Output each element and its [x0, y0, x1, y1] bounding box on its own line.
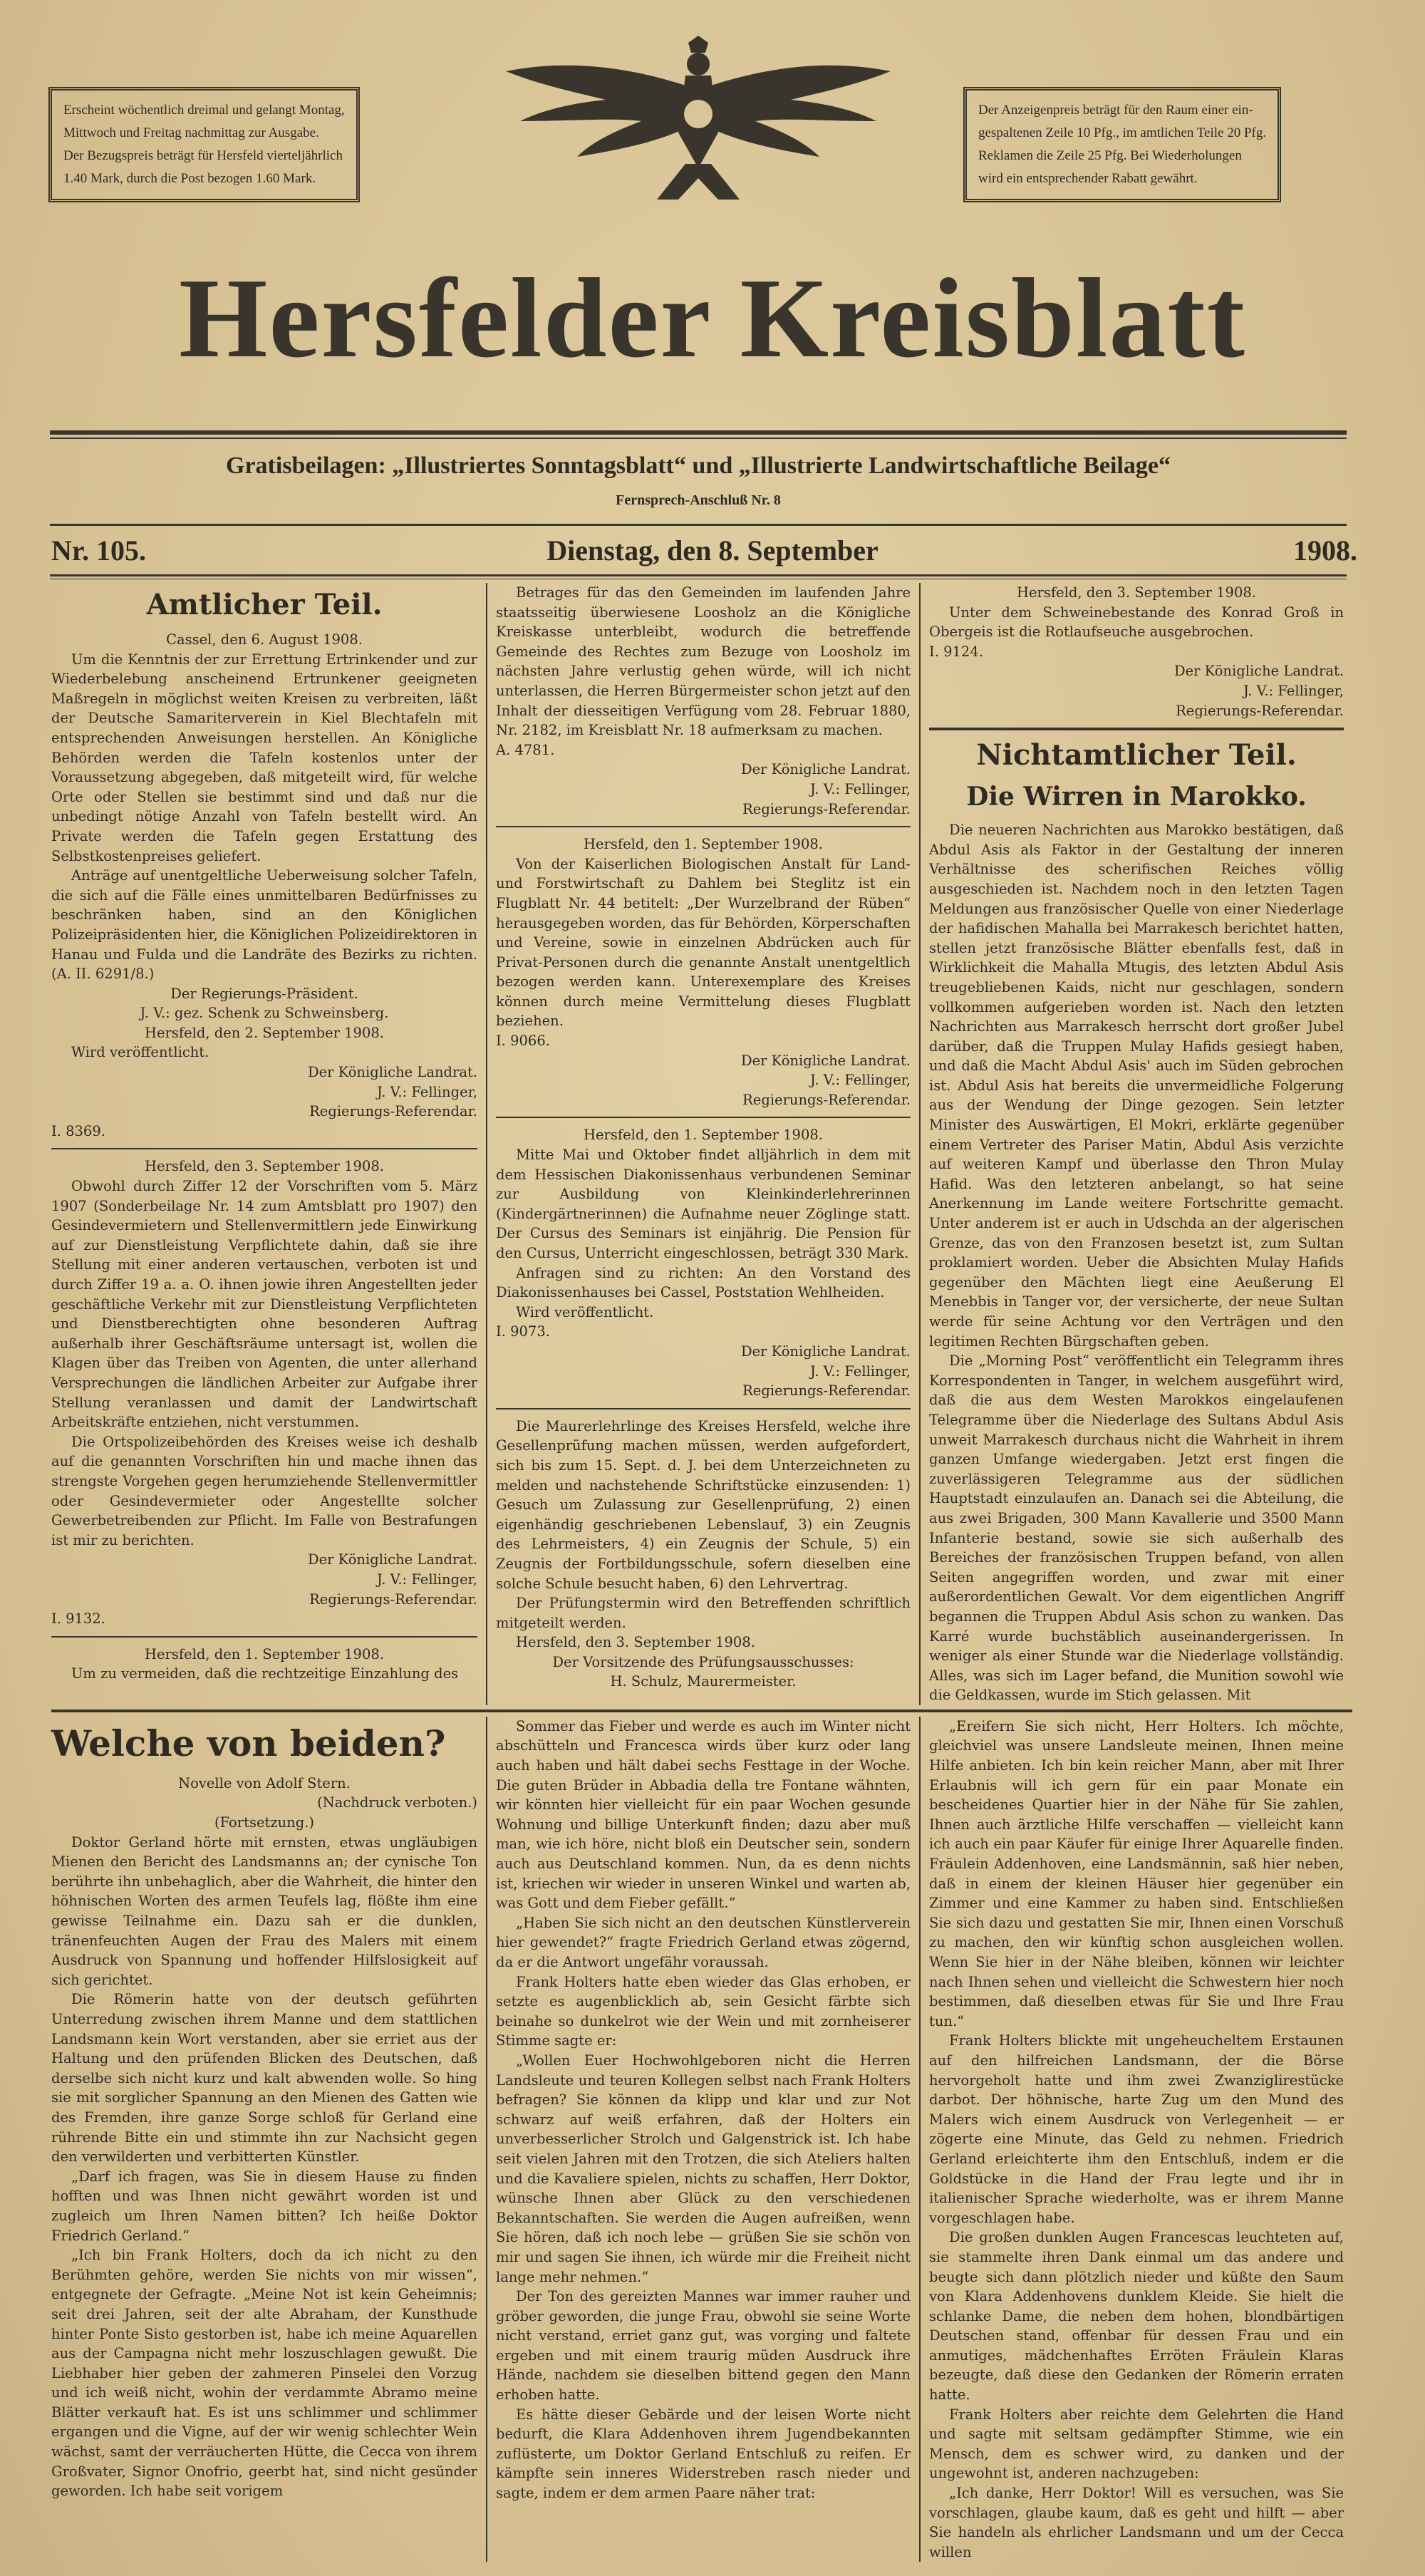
article-text: Die „Morning Post“ veröffentlicht ein Telegramm ihres Korrespondenten in Tanger, in welchem ausgeführt wird, daß die aus dem Westen Marokkos eingelaufenen Telegramme über die Niederlage des Sultans Abdul Asis unweit Marrakesch durchaus nicht die Wahrheit in ihrem ganzen Umfange wiedergaben. Jetzt erst fingen die zuverlässigeren Telegramme aus der südlichen Hauptstadt einzulaufen an. Danach sei die Abteilung, die aus zwei Brigaden, 300 Mann Kavallerie und 3500 Mann Infanterie bestand, sowie sie sich außerhalb des Bereiches der französischen Truppen befand, von allen Seiten angegriffen worden, und zwar mit einer außerordentlichen Gewalt. Vor dem eigentlichen Angriff begannen die Truppen Abdul Asis schon zu wanken. Das Karré wurde buchstäblich auseinandergerissen. In weniger als einer Stunde war die Niederlage vollständig. Alles, was sich im Lager befand, die Munition sowohl wie die Geldkassen, wurde im Stich gelassen. Mit	[929, 1352, 1344, 1704]
dateline: Hersfeld, den 3. September 1908.	[145, 1158, 384, 1175]
signature: Regierungs-Referendar.	[742, 1382, 911, 1400]
info-line: gespaltenen Zeile 10 Pfg., im amtlichen Teile 20 Pfg.	[978, 125, 1267, 140]
feuilleton-column-2	[486, 1717, 919, 2562]
supplements-line: Gratisbeilagen: „Illustriertes Sonntagsblatt“ und „Illustrierte Landwirtschaftliche Beilage“	[226, 452, 1171, 479]
signature: J. V.: Fellinger,	[809, 1072, 911, 1089]
info-line: Reklamen die Zeile 25 Pfg. Bei Wiederholungen	[978, 148, 1242, 163]
dateline: Hersfeld, den 1. September 1908.	[584, 836, 823, 853]
page-body	[51, 583, 1352, 2562]
signature: J. V.: Fellinger,	[809, 1362, 911, 1380]
signature: Regierungs-Referendar.	[742, 800, 911, 817]
novel-paragraph: Frank Holters hatte eben wieder das Glas erhoben, er setzte es augenblicklich ab, sein Gesicht färbte sich beinahe so dunkelrot wie der Wein und mit zornheiserer Stimme sagte er:	[496, 1973, 911, 2049]
reference-number: I. 9066.	[496, 1033, 550, 1050]
issue-year: 1908.	[1293, 534, 1357, 567]
reference-number: I. 9073.	[496, 1323, 550, 1340]
notice-text: Wird veröffentlicht.	[516, 1303, 654, 1320]
reference-number: I. 9132.	[51, 1610, 105, 1628]
info-line: Erscheint wöchentlich dreimal und gelangt Montag,	[63, 103, 345, 118]
dateline: Hersfeld, den 1. September 1908.	[584, 1127, 823, 1144]
notice-text: Um zu vermeiden, daß die rechtzeitige Einzahlung des	[71, 1665, 459, 1682]
notice-text: Die Maurerlehrlinge des Kreises Hersfeld, welche ihre Gesellenprüfung machen müssen, werden aufgefordert, sich bis zum 15. Sept. d. J. bei dem Unterzeichneten zu melden und nachstehende Schriftstücke einzusenden: 1) Gesuch um Zulassung zur Gesellenprüfung, 2) einen eigenhändig geschriebenen Lebenslauf, 3) ein Zeugnis des Lehrmeisters, 4) ein Zeugnis der Schule, 5) ein Zeugnis der Fortbildungsschule, sofern dieselben eine solche Schule besucht haben, 6) den Lehrvertrag.	[496, 1417, 911, 1592]
novel-paragraph: Frank Holters aber reichte dem Gelehrten die Hand und sagte mit seltsam gedämpfter Stimme, wie ein Mensch, dem es schwer wird, zu danken und der ungewohnt ist, anderen nachzugeben:	[929, 2406, 1344, 2482]
signature: Der Königliche Landrat.	[307, 1551, 477, 1568]
novel-paragraph: „Ich danke, Herr Doktor! Will es versuchen, was Sie vorschlagen, glaube kaum, daß es geht und hilft — aber Sie handeln als ehrlicher Landsmann und um der Cecca willen	[929, 2485, 1344, 2560]
subscription-info-box	[48, 87, 360, 202]
notice-text: Betrages für das den Gemeinden im laufenden Jahre staatsseitig überwiesene Loosholz an die Königliche Kreiskasse unterbleibt, wodurch die betreffende Gemeinde des Rechtes zum Bezuge von Loosholz im nächsten Jahre verlustig gehen würde, will ich nicht unterlassen, die Herren Bürgermeister schon jetzt auf den Inhalt der diesseitigen Verfügung vom 28. Februar 1880, Nr. 2182, im Kreisblatt Nr. 18 aufmerksam zu machen.	[496, 584, 911, 739]
info-line: Der Bezugspreis beträgt für Hersfeld vierteljährlich	[63, 148, 343, 163]
notice-text: Wird veröffentlicht.	[71, 1044, 209, 1061]
divider	[496, 826, 911, 827]
upper-section	[51, 583, 1352, 1705]
novel-paragraph: Die großen dunklen Augen Francescas leuchteten auf, sie stammelte ihren Dank einmal um das andere und beugte sich dann plötzlich nieder und küßte den Saum von Klara Addenhovens dunklem Kleide. Sie hielt die schlanke Dame, die neben dem hohen, blondbärtigen Deutschen stand, offenbar für dessen Frau und ein anmutiges, mädchenhaftes Erröten Fräulein Klaras bezeugte, daß diese den Gedanken der Römerin erraten hatte.	[929, 2229, 1344, 2404]
official-column-2	[486, 583, 919, 1705]
signature: Regierungs-Referendar.	[742, 1091, 911, 1108]
divider	[50, 574, 1347, 576]
notice-text: Die Ortspolizeibehörden des Kreises weise ich deshalb auf die genannten Vorschriften hin und mache ihnen das strengste Vorgehen gegen herumziehende Stellenvermittler oder Gesindevermieter oder Angestellte solcher Gewerbetreibenden zur Pflicht. Im Falle von Bestrafungen ist mir zu berichten.	[51, 1433, 477, 1548]
divider	[50, 524, 1347, 526]
novel-title: Welche von beiden?	[51, 1722, 446, 1764]
notice-text: Mitte Mai und Oktober findet alljährlich in dem mit dem Hessischen Diakonissenhaus verbundenen Seminar zur Ausbildung von Kleinkinderlehrerinnen (Kindergärtnerinnen) die Aufnahme neuer Zöglinge statt. Der Cursus des Seminars ist einjährig. Die Pension für den Cursus, Unterricht eingeschlossen, beträgt 330 Mark.	[496, 1147, 911, 1261]
novel-paragraph: Es hätte dieser Gebärde und der leisen Worte nicht bedurft, die Klara Addenhoven ihrem Jugendbekannten zuflüsterte, um Doktor Gerland Entschluß zu reifen. Er kämpfte sein inneres Widerstreben rasch nieder und sagte, indem er dem armen Paare näher trat:	[496, 2406, 911, 2502]
info-line: Der Anzeigenpreis beträgt für den Raum einer ein-	[978, 103, 1253, 118]
official-column-1	[51, 583, 486, 1684]
notice-text: Anträge auf unentgeltliche Ueberweisung solcher Tafeln, die sich auf die Fälle eines unmittelbaren Bedürfnisses zu beschränken haben, sind an den Königlichen Polizeipräsidenten hier, die Königlichen Polizeidirektoren in Hanau und Fulda und die Landräte des Bezirks zu richten. (A. II. 6291/8.)	[51, 867, 477, 983]
masthead-title: Hersfelder Kreisblatt	[179, 254, 1246, 381]
continuation-note: (Fortsetzung.)	[214, 1814, 315, 1831]
signature: J. V.: Fellinger,	[1243, 682, 1344, 699]
dateline: Hersfeld, den 3. September 1908.	[1017, 584, 1256, 601]
reference-number: I. 8369.	[51, 1122, 105, 1139]
feuilleton-column-1	[51, 1717, 486, 2501]
novel-paragraph: „Darf ich fragen, was Sie in diesem Hause zu finden hofften und was Ihnen nicht gewährt worden ist und zugleich um Ihren Namen bitten? Ich heiße Doktor Friedrich Gerland.“	[51, 2168, 477, 2244]
issue-number: Nr. 105.	[51, 534, 146, 567]
signature: Der Königliche Landrat.	[307, 1064, 477, 1081]
signature: J. V.: Fellinger,	[376, 1571, 477, 1588]
feuilleton-section	[51, 1717, 1352, 2562]
reference-number: I. 9124.	[929, 643, 983, 660]
notice-text: Obwohl durch Ziffer 12 der Vorschriften vom 5. März 1907 (Sonderbeilage Nr. 14 zum Amtsblatt pro 1907) den Gesindevermietern und Stellenvermittlern jede Einwirkung auf zur Dienstleistung Verpflichtete dahin, daß sie ihre Stellung mit einer anderen vertauschen, verboten ist und durch Ziffer 19 a. a. O. ihnen jowie ihren Angestellten jeder geschäftliche Verkehr mit zur Dienstleistung Verpflichteten und Dienstberechtigten ohne besonderen Auftrag außerhalb ihrer Geschäftsräume untersagt ist, wollen die Klagen über das Treiben von Agenten, die unter allerhand Versprechungen die ländlichen Arbeiter zur Aufgabe ihrer Stellung veranlassen und damit der Landwirtschaft Arbeitskräfte entziehen, nicht verstummen.	[51, 1178, 477, 1431]
notice-text: Um die Kenntnis der zur Errettung Ertrinkender und zur Wiederbelebung anscheinend Ertrunkener geeigneten Maßregeln in möglichst weiten Kreisen zu verbreiten, läßt der Deutsche Samariterverein in Kiel Blechtafeln mit entsprechenden Anweisungen herstellen. An Königliche Behörden werden die Tafeln kostenlos unter der Voraussetzung abgegeben, daß mitgeteilt wird, für welche Orte oder Stellen sie bestimmt sind und daß nur die unbedingt nötige Anzahl von Tafeln bestellt wird. An Private werden die Tafeln gegen Erstattung des Selbstkostenpreises geliefert.	[51, 651, 477, 864]
signature: Der Regierungs-Präsident.	[170, 985, 358, 1002]
reprint-note: (Nachdruck verboten.)	[317, 1794, 477, 1811]
info-line: Mittwoch und Freitag nachmittag zur Ausgabe.	[63, 125, 319, 140]
divider	[496, 1117, 911, 1118]
signature: Der Königliche Landrat.	[1173, 663, 1344, 680]
dateline: Hersfeld, den 1. September 1908.	[145, 1645, 384, 1662]
signature: Der Königliche Landrat.	[740, 1343, 911, 1360]
divider	[51, 1148, 477, 1149]
reference-number: A. 4781.	[496, 741, 555, 758]
news-column-3	[919, 583, 1352, 1705]
signature: H. Schulz, Maurermeister.	[610, 1673, 797, 1690]
novel-paragraph: Sommer das Fieber und werde es auch im Winter nicht abschütteln und Francesca wirds über kurz oder lang auch haben und hält dabei sechs Festtage in der Woche. Die guten Brüder in Abbadia della tre Fontane wähnten, wir könnten hier vielleicht für ein paar Wochen gesunde Wohnung und billige Unterkunft finden; dazu aber muß man, wie ich höre, nicht bloß ein Deutscher sein, sondern auch aus Deutschland kommen. Nun, da es denn nichts ist, kriechen wir wieder in unseren Winkel und warten ab, was Gott und dem Fieber gefällt.“	[496, 1717, 911, 1912]
signature: J. V.: gez. Schenk zu Schweinsberg.	[140, 1005, 389, 1022]
novel-paragraph: Die Römerin hatte von der deutsch geführten Unterredung zwischen ihrem Manne und dem stattlichen Landsmann kein Wort verstanden, aber sie erriet aus der Haltung und den prüfenden Blicken des Deutschen, daß derselbe sich nicht kurz und kalt abwenden wolle. So hing sie mit sorglicher Spannung an den Mienen des Gatten wie des Fremden, ihre ganze Sorge schloß für Gerland eine rührende Bitte ein und stimmte ihn zur Nachsicht gegen den verwilderten und verbitterten Künstler.	[51, 1991, 477, 2166]
novel-paragraph: Der Ton des gereizten Mannes war immer rauher und gröber geworden, die junge Frau, obwohl sie seine Worte nicht verstand, erriet ganz gut, was vorging und faltete ergeben und mit einem traurig müden Ausdruck ihre Hände, nachdem sie dieselben bittend gegen den Mann erhoben hatte.	[496, 2288, 911, 2404]
info-line: wird ein entsprechender Rabatt gewährt.	[978, 171, 1198, 186]
divider	[496, 1408, 911, 1409]
signature: Regierungs-Referendar.	[309, 1103, 477, 1120]
notice-text: Von der Kaiserlichen Biologischen Anstalt für Land- und Forstwirtschaft zu Dahlem bei Steglitz ist ein Flugblatt Nr. 44 betitelt: „Der Wurzelbrand der Rüben“ herausgegeben worden, das für Behörden, Körperschaften und Vereine, sowie in einzelnen Abdrücken auch für Privat-Personen durch die genannte Anstalt unentgeltlich bezogen werden kann. Unterexemplare des Kreises können durch meine Vermittelung dieses Flugblatt beziehen.	[496, 855, 911, 1030]
divider	[51, 1709, 1352, 1712]
phone-line: Fernsprech-Anschluß Nr. 8	[616, 492, 781, 508]
signature: Regierungs-Referendar.	[1176, 702, 1344, 719]
signature: Der Königliche Landrat.	[740, 761, 911, 778]
novel-paragraph: „Ereifern Sie sich nicht, Herr Holters. Ich möchte, gleichviel was unsere Landsleute meinen, Ihnen meine Hilfe anbieten. Ich bin kein reicher Mann, aber mit Ihrer Erlaubnis will ich gern für ein paar Monate ein bescheidenes Quartier hier in der Nähe für Sie zahlen, Ihnen auch ärztliche Hilfe verschaffen — vielleicht kann ich auch ein paar Käufer für einige Ihrer Aquarelle finden. Fräulein Addenhoven, eine Landsmännin, saß hier neben, daß in einem der kleinen Häuser hier gegenüber ein Zimmer und eine Kammer zu haben sind. Entschließen Sie sich dazu und gestatten Sie mir, Ihnen einen Vorschuß zu machen, den wir künftig schon ausgleichen wollen. Wenn Sie hier in der Nähe bleiben, können wir leichter nach Ihnen sehen und vielleicht die Schwestern hier noch bestimmen, daß dieselben etwas für Sie und Ihre Frau tun.“	[929, 1717, 1344, 2029]
divider	[929, 728, 1344, 730]
article-title: Die Wirren in Marokko.	[966, 782, 1307, 812]
divider	[50, 430, 1347, 435]
divider	[51, 1636, 477, 1638]
divider	[50, 438, 1347, 439]
dateline: Hersfeld, den 3. September 1908.	[516, 1634, 755, 1651]
notice-text: Der Prüfungstermin wird den Betreffenden schriftlich mitgeteilt werden.	[496, 1595, 911, 1631]
notice-text: Unter dem Schweinebestande des Konrad Groß in Obergeis ist die Rotlaufseuche ausgebrochen.	[929, 604, 1344, 641]
dateline: Cassel, den 6. August 1908.	[166, 631, 363, 648]
novel-paragraph: „Ich bin Frank Holters, doch da ich nicht zu den Berühmten gehöre, werden Sie nichts von mir wissen“, entgegnete der Gefragte. „Meine Not ist kein Geheimnis; seit drei Jahren, seit der alte Abraham, der Kunsthude hinter Ponte Sisto gestorben ist, habe ich meine Aquarellen aus der Campagna nicht mehr loszuschlagen gewußt. Die Liebhaber hier geben der zahmeren Pinselei den Vorzug und ich weiß nicht, wohin der verdammte Abramo meine Blätter verkauft hat. Es ist uns schlimmer und schlimmer ergangen und die Vigne, auf der wir wenig schlechter Wein wächst, samt der verräucherten Hütte, die Cecca von ihrem Großvater, Signor Onofrio, geerbt hat, sind nicht gesünder geworden. Ich habe seit vorigem	[51, 2247, 477, 2500]
notice-text: Anfragen sind zu richten: An den Vorstand des Diakonissenhauses bei Cassel, Poststation Wehlheiden.	[496, 1264, 911, 1301]
novel-author: Novelle von Adolf Stern.	[178, 1774, 351, 1791]
signature: Regierungs-Referendar.	[309, 1590, 477, 1608]
dateline: Hersfeld, den 2. September 1908.	[145, 1024, 384, 1041]
issue-date: Dienstag, den 8. September	[546, 534, 879, 567]
feuilleton-column-3	[919, 1717, 1352, 2562]
novel-paragraph: Doktor Gerland hörte mit ernsten, etwas ungläubigen Mienen den Bericht des Landsmanns an; der cynische Ton berührte ihn unbehaglich, aber die Wahrheit, die hinter den höhnischen Worten des armen Teufels lag, flößte ihm eine gewisse Teilnahme ein. Dazu sah er die dunklen, tränenfeuchten Augen der Frau des Malers mit einem Ausdruck von Spannung und hoffender Hilfslosigkeit auf sich gerichtet.	[51, 1833, 477, 1988]
advertising-price-box	[963, 87, 1281, 202]
section-heading: Amtlicher Teil.	[146, 588, 383, 621]
novel-paragraph: Frank Holters blickte mit ungeheucheltem Erstaunen auf den hilfreichen Landsmann, der die Börse hervorgeholt hatte und ihm zwei Zwanziglirestücke darbot. Der höhnische, harte Zug um den Mund des Malers wich einem Ausdruck von Verlegenheit — er zögerte eine Minute, das Geld zu nehmen. Friedrich Gerland erleichterte ihm den Entschluß, indem er die Goldstücke in die Hand der Frau legte und ihr in italienischer Sprache wiederholte, was er ihrem Manne vorgeschlagen habe.	[929, 2032, 1344, 2226]
imperial-eagle-emblem	[499, 29, 898, 207]
signature: Der Königliche Landrat.	[740, 1052, 911, 1069]
signature: J. V.: Fellinger,	[376, 1083, 477, 1100]
info-line: 1.40 Mark, durch die Post bezogen 1.60 Mark.	[63, 171, 316, 186]
section-heading: Nichtamtlicher Teil.	[976, 738, 1297, 772]
signature: J. V.: Fellinger,	[809, 780, 911, 797]
novel-paragraph: „Haben Sie sich nicht an den deutschen Künstlerverein hier gewendet?“ fragte Friedrich Gerland etwas zögernd, da er die Antwort ungefähr voraussah.	[496, 1914, 911, 1970]
novel-paragraph: „Wollen Euer Hochwohlgeboren nicht die Herren Landsleute und teuren Kollegen selbst nach Frank Holters befragen? Sie können da klipp und klar und zur Not schwarz auf weiß erfahren, daß der Holters ein unverbesserlicher Strolch und Galgenstrick ist. Ich habe seit vielen Jahren mit den Trotzen, die sich Ateliers halten und die Kavaliere spielen, nichts zu schaffen, Herr Doktor, wünsche Ihnen aber Glück zu den verschiedenen Bekanntschaften. Sie werden die Augen aufreißen, wenn Sie hören, daß ich noch lebe — grüßen Sie sie schön von mir und sagen Sie ihnen, ich würde mir die Freiheit nicht lange mehr nehmen.“	[496, 2052, 911, 2285]
article-text: Die neueren Nachrichten aus Marokko bestätigen, daß Abdul Asis als Faktor in der Gestaltung der inneren Verhältnisse des scherifischen Reiches völlig ausgeschieden ist. Nachdem noch in den letzten Tagen Meldungen aus französischer Quelle von einer Niederlage der hafidischen Mahalla bei Marrakesch berichtet hatten, stellen jetzt französische Blätter ebenfalls fest, daß in Wirklichkeit die Mahalla Mtugis, des letzten Abdul Asis treugebliebenen Kaids, nicht nur geschlagen, sondern vollkommen aufgerieben worden ist. Nach den letzten Nachrichten aus Marrakesch herrscht dort großer Jubel darüber, daß die Truppen Mulay Hafids gesiegt haben, und daß die Macht Abdul Asis' auch im Süden gebrochen ist. Abdul Asis hat bereits die unvermeidliche Folgerung aus der Wendung der Dinge gezogen. Sein letzter Minister des Auswärtigen, El Mokri, erklärte gegenüber einem Vertreter des Pariser Matin, Abdul Asis verzichte auf weiteren Kampf und überlasse den Thron Mulay Hafid. Was den letzteren anbelangt, so hat seine Anerkennung im Lande weitere Fortschritte gemacht. Unter anderem ist er auch in Udschda an der algerischen Grenze, das von den Franzosen besetzt ist, zum Sultan proklamiert worden. Ueber die Absichten Mulay Hafids gegenüber den Mächten liegt eine Aeußerung El Menebbis in Tanger vor, der versicherte, der neue Sultan werde für seine Achtung vor den Verträgen und den legitimen Rechten Bürgschaften geben.	[929, 822, 1344, 1350]
signature: Der Vorsitzende des Prüfungsausschusses:	[552, 1653, 854, 1670]
